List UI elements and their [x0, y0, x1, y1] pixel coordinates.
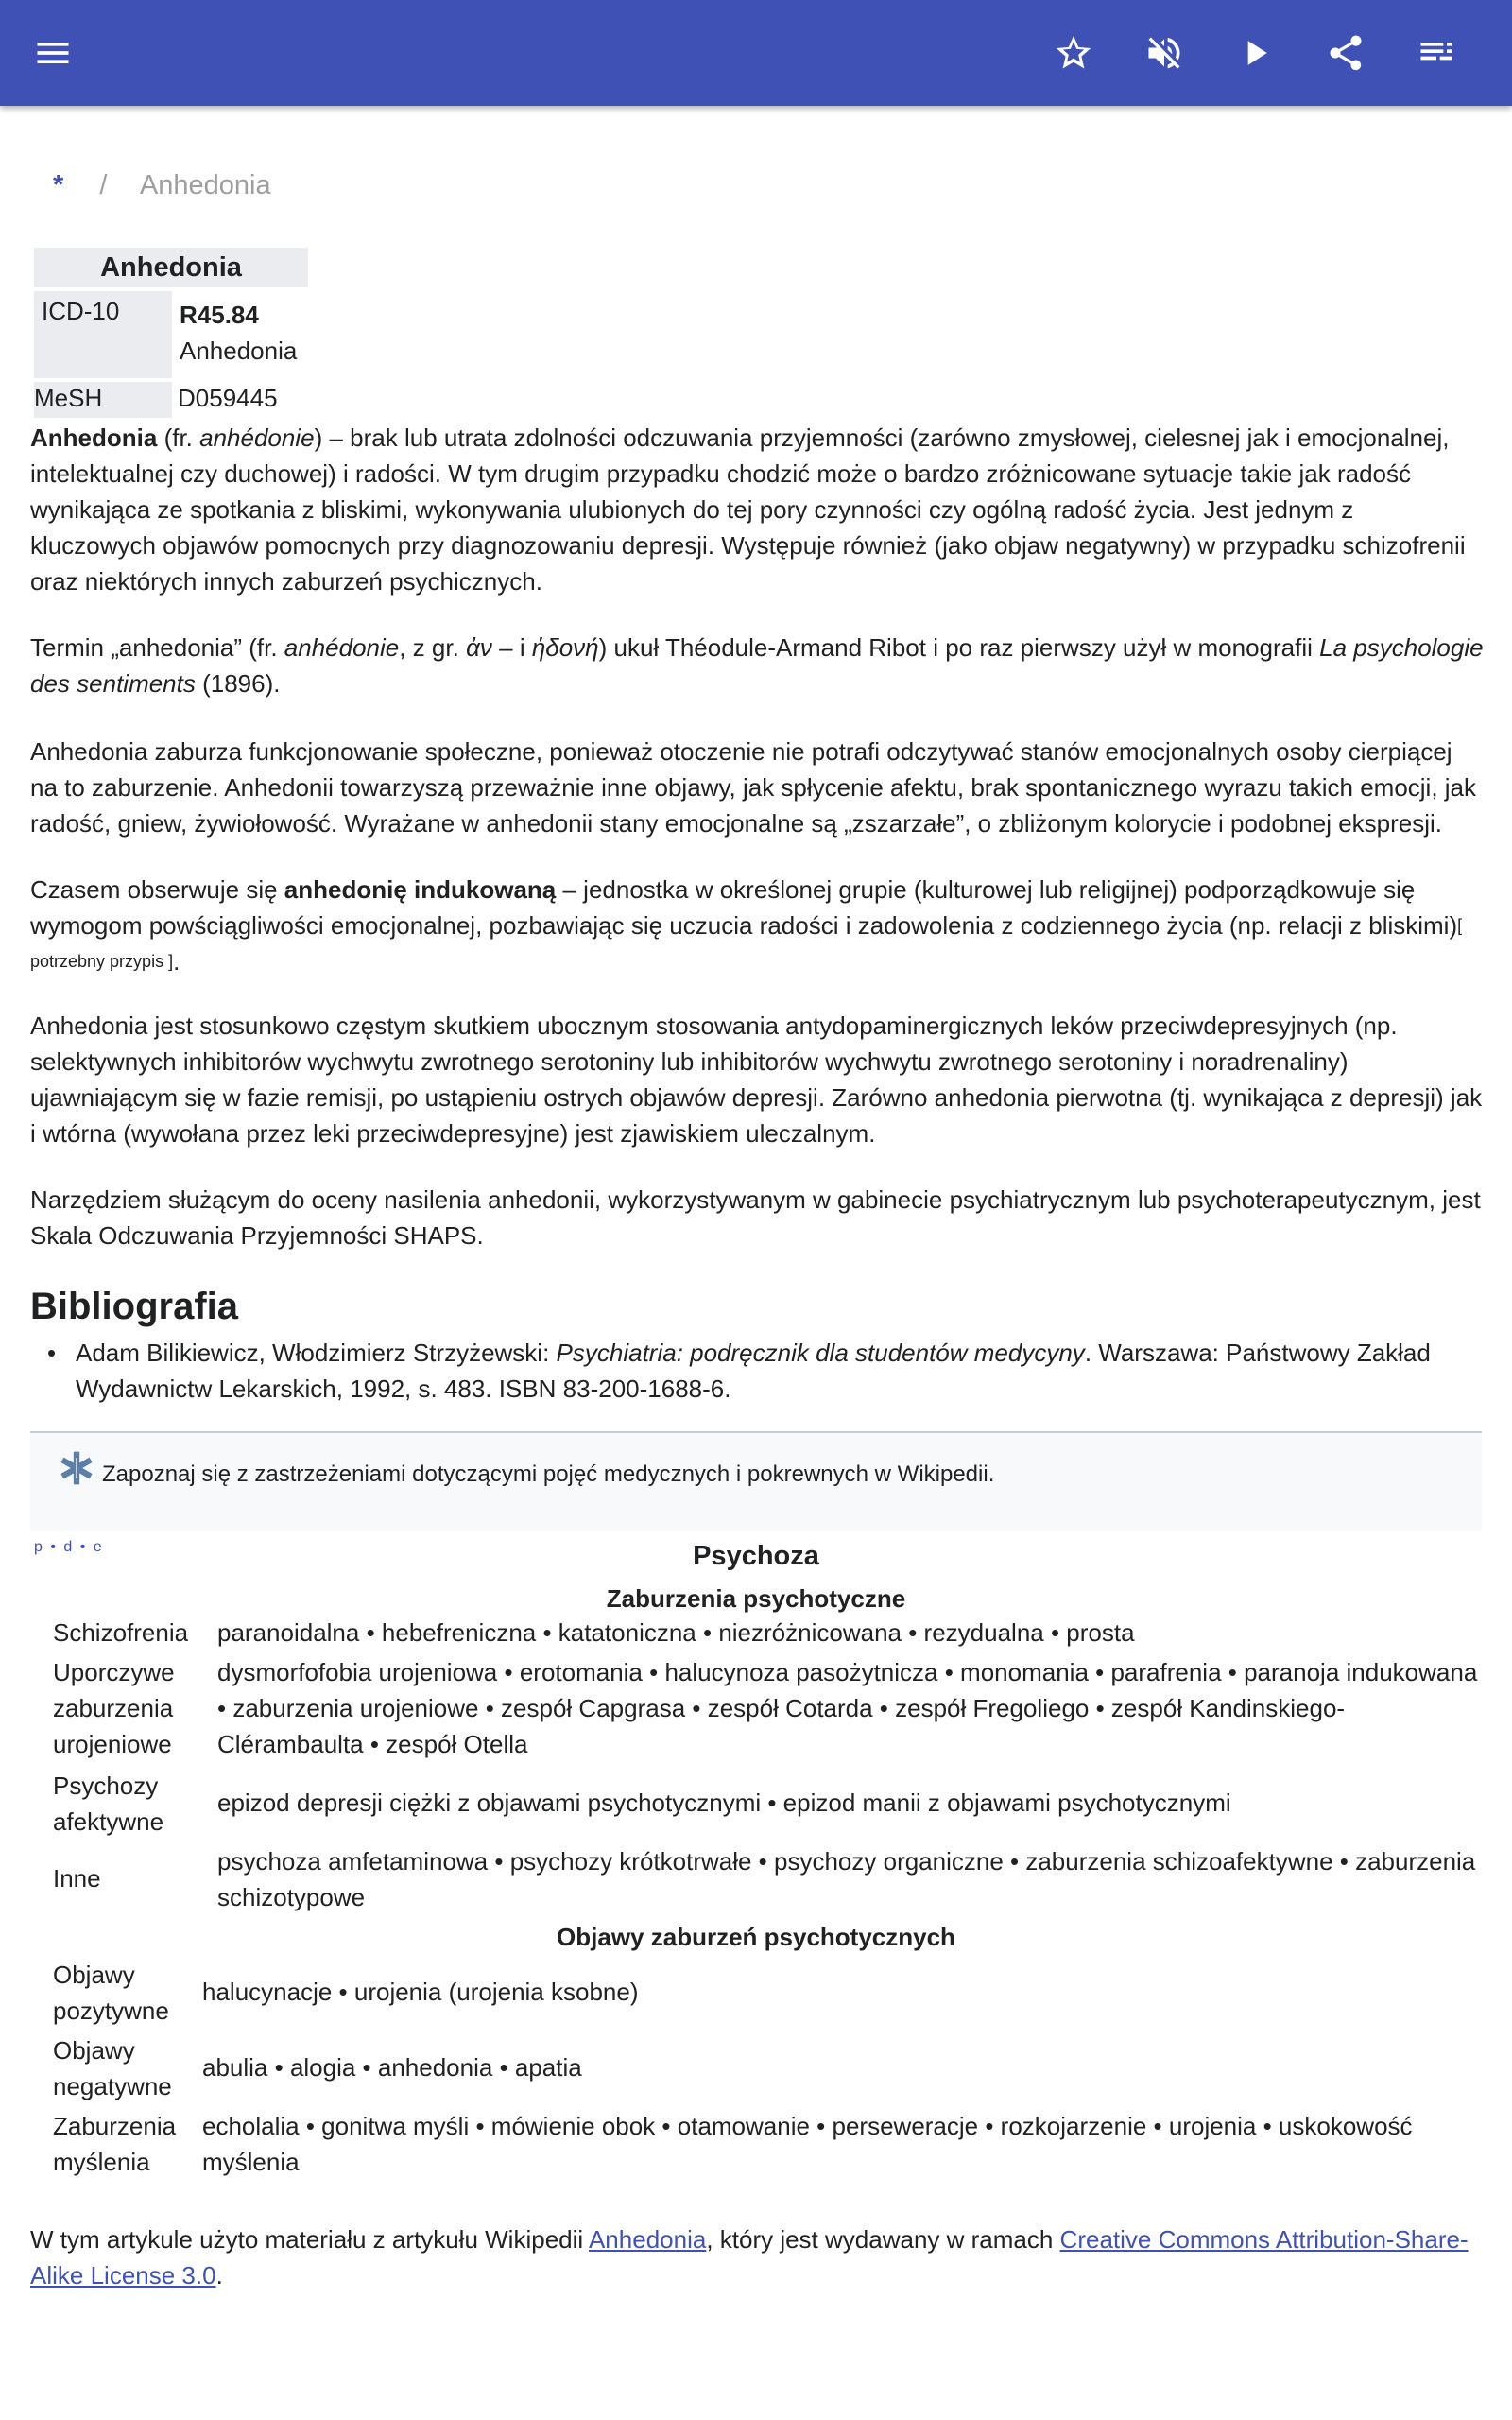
paragraph-5: Anhedonia jest stosunkowo częstym skutkiem ubocznym stosowania antydopaminergicznych leków przeciwdepresyjnych (np. selektywnych inhibitorów wychwytu zwrotnego serotoniny lub inhibitorów wychwytu zwrotnego serotoniny i noradrenaliny) ujawniającym się w fazie remisji, po ustąpieniu ostrych objawów depresji. Zarówno anhedonia pierwotna (tj. wynikająca z depresji) jak i wtórna (wywołana przez leki przeciwdepresyjne) jest zjawiskiem uleczalnym. [30, 1011, 1483, 1148]
text: , który jest wydawany w ramach [706, 2225, 1060, 2254]
navbox-row-list[interactable]: echolalia • gonitwa myśli • mówienie obok • otamowanie • perseweracje • rozkojarzenie • urojenia • uskokowość myślenia [202, 2112, 1413, 2176]
navbox-row-label: Objawy pozytywne [53, 1961, 169, 2025]
text: (1896). [195, 669, 281, 698]
star-of-life-icon [59, 1450, 94, 1491]
text: . [215, 2261, 223, 2290]
text: – jednostka w określonej grupie (kulturowej lub religijnej) podporządkowuje się wymogom powściągliwości emocjonalnej, pozbawiając się uczucia radości i zadowolenia z codziennego życia (np. relacji z bliskimi) [30, 875, 1458, 940]
text: . Warszawa: Państwowy Zakład Wydawnictw Lekarskich, 1992, s. 483. ISBN 83-200-1688-6. [76, 1339, 1431, 1403]
navbox-title[interactable]: Psychoza [693, 1541, 819, 1571]
text: W tym artykule użyto materiału z artykułu Wikipedii [30, 2225, 589, 2254]
breadcrumb [53, 170, 271, 201]
mesh-code[interactable]: D059445 [178, 384, 278, 412]
infobox-row-mesh [34, 382, 308, 418]
paragraph-6: Narzędziem służącym do oceny nasilenia anhedonii, wykorzystywanym w gabinecie psychiatrycznym lub psychoterapeutycznym, jest Skala Odczuwania Przyjemności SHAPS. [30, 1185, 1481, 1250]
bibliography-item [76, 1335, 1484, 1407]
breadcrumb-home[interactable]: * [53, 170, 64, 200]
text: (fr. [157, 424, 200, 452]
navbox-row-label: Uporczywe zaburzenia urojeniowe [53, 1658, 175, 1758]
navbox-row-list[interactable]: dysmorfofobia urojeniowa • erotomania • halucynoza pasożytnicza • monomania • parafrenia • paranoja indukowana • zaburzenia urojeniowe • zespół Capgrasa • zespół Cotarda • zespół Fregoliego • zespół Kandinskiego-Clérambaulta • zespół Otella [217, 1658, 1478, 1758]
navbox-row-list[interactable]: paranoidalna • hebefreniczna • katatoniczna • niezróżnicowana • rezydualna • prosta [217, 1618, 1135, 1647]
citation-needed[interactable]: [ potrzebny przypis ] [30, 916, 1463, 971]
text-italic: Psychiatria: podręcznik dla studentów medycyny [556, 1339, 1085, 1367]
term-bold: Anhedonia [30, 424, 158, 452]
navbox-row-label: Inne [53, 1864, 101, 1893]
infobox-row-icd [34, 291, 308, 378]
infobox-mesh-label: MeSH [34, 382, 172, 418]
medical-disclaimer [30, 1431, 1482, 1531]
icd-name: Anhedonia [180, 337, 298, 365]
text: ) – brak lub utrata zdolności odczuwania przyjemności (zarówno zmysłowej, cielesnej jak i emocjonalnej, intelektualnej czy duchowej) i radości. W tym drugim przypadku chodzić może o bardzo zróżnicowane sytuacje takie jak radość wynikająca ze spotkania z bliskimi, wykonywania ulubionych do tej pory czynności czy ogólną radość życia. Jest jednym z kluczowych objawów pomocnych przy diagnozowaniu depresji. Występuje również (jako objaw negatywny) w przypadku schizofrenii oraz niektórych innych zaburzeń psychicznych. [30, 424, 1466, 596]
playlist-icon[interactable] [1406, 23, 1467, 83]
text: Czasem obserwuje się [30, 875, 284, 904]
navbox-row-list[interactable]: halucynacje • urojenia (urojenia ksobne) [202, 1978, 639, 2006]
navbox-pde-links[interactable]: p • d • e [34, 1539, 104, 1555]
paragraph-1 [30, 420, 1486, 599]
volume-off-icon[interactable] [1134, 23, 1194, 83]
disclaimer-text[interactable]: Zapoznaj się z zastrzeżeniami dotyczącymi pojęć medycznych i pokrewnych w Wikipedii. [102, 1461, 995, 1487]
text: ) ukuł Théodule-Armand Ribot i po raz pierwszy użył w monografii [598, 633, 1320, 662]
text-italic: La psychologie des sentiments [30, 633, 1484, 698]
source-article-link[interactable]: Anhedonia [588, 2225, 707, 2254]
app-bar [0, 0, 1512, 106]
paragraph-3: Anhedonia zaburza funkcjonowanie społeczne, ponieważ otoczenie nie potrafi odczytywać stanów emocjonalnych osoby cierpiącej na to zaburzenie. Anhedonii towarzyszą przeważnie inne objawy, jak spłycenie afektu, brak spontanicznego wyrazu takich emocji, jak radość, gniew, żywiołowość. Wyrażane w anhedonii stany emocjonalne są „zszarzałe”, o zbliżonym kolorycie i podobnej ekspresji. [30, 737, 1477, 838]
text-italic: ἡδονή [531, 633, 599, 662]
navbox-row-label: Zaburzenia myślenia [53, 2112, 177, 2176]
text: . [173, 947, 180, 976]
navbox-row-label: Objawy negatywne [53, 2036, 172, 2100]
text-italic: anhédonie [284, 633, 400, 662]
text: Adam Bilikiewicz, Włodzimierz Strzyżewski: [76, 1339, 557, 1367]
text: Termin „anhedonia” (fr. [30, 633, 284, 662]
text-bold: anhedonię indukowaną [284, 875, 557, 904]
navbox-group-title: Objawy zaburzeń psychotycznych [557, 1923, 955, 1951]
navbox-row-list[interactable]: psychoza amfetaminowa • psychozy krótkotrwałe • psychozy organiczne • zaburzenia schizoafektywne • zaburzenia schizotypowe [217, 1847, 1476, 1911]
navbox-row-label: Psychozy afektywne [53, 1772, 164, 1836]
text-italic: ἀν [466, 633, 492, 662]
navbox-row-list[interactable]: epizod depresji ciężki z objawami psychotycznymi • epizod manii z objawami psychotycznymi [217, 1789, 1231, 1817]
menu-icon[interactable] [23, 23, 83, 83]
navbox-row-label: Schizofrenia [53, 1618, 189, 1647]
text: – i [491, 633, 532, 662]
infobox-title: Anhedonia [34, 248, 308, 287]
paragraph-2 [30, 630, 1486, 701]
infobox-icd-label: ICD-10 [34, 291, 172, 378]
navbox-group-title: Zaburzenia psychotyczne [606, 1584, 906, 1613]
text: , z gr. [399, 633, 467, 662]
paragraph-4 [30, 872, 1486, 979]
license-link[interactable]: Creative Commons Attribution-Share-Alike License 3.0 [30, 2225, 1469, 2290]
share-icon[interactable] [1315, 23, 1376, 83]
infobox-icd-value [172, 291, 304, 378]
license-footer [30, 2221, 1486, 2293]
breadcrumb-separator: / [99, 170, 108, 200]
star-outline-icon[interactable] [1043, 23, 1104, 83]
navbox-row-list[interactable]: abulia • alogia • anhedonia • apatia [202, 2053, 582, 2082]
play-icon[interactable] [1225, 23, 1285, 83]
infobox [34, 248, 308, 418]
breadcrumb-current: Anhedonia [139, 170, 271, 200]
bibliography-heading: Bibliografia [30, 1286, 239, 1327]
icd-code[interactable]: R45.84 [180, 301, 259, 329]
text-italic: anhédonie [199, 424, 315, 452]
